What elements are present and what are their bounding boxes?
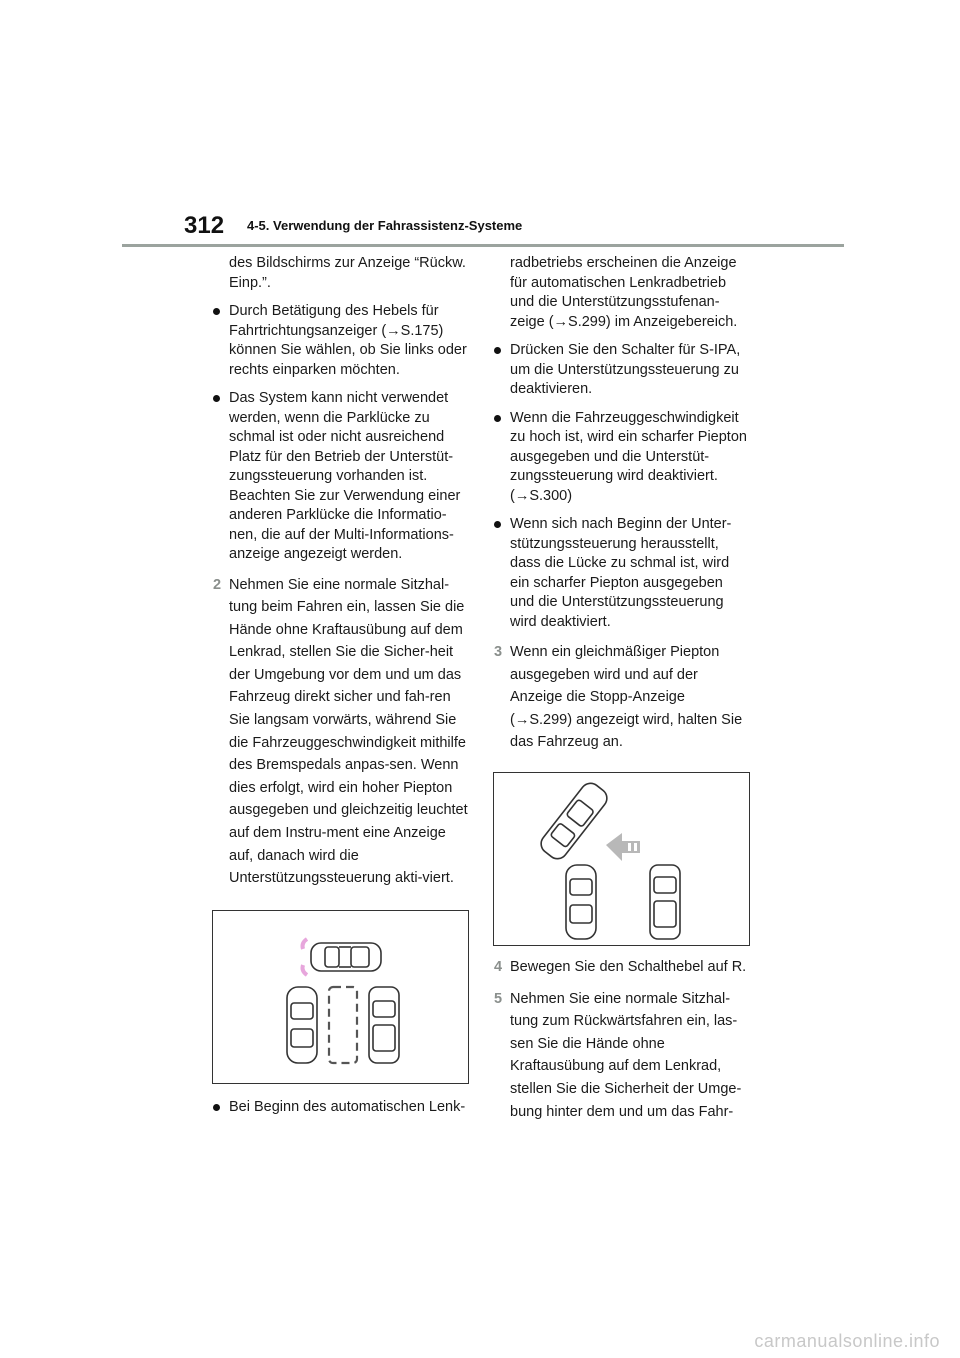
parked-car-icon — [369, 987, 399, 1063]
left-bullet-2-text: Das System kann nicht verwendet werden, wenn die Parklücke zu schmal ist oder nicht ausreichend Platz für den Betrieb der Unterstüt-zungssteuerung vorhanden ist. Beachten Sie zur Verwendung einer anderen Parklücke die Informatio-nen, die auf der Multi-Informations-anzeige angezeigt werden. — [229, 390, 461, 562]
right-bullet-1 — [510, 341, 750, 400]
step-4 — [494, 956, 750, 979]
left-intro-text: des Bildschirms zur Anzeige “Rückw. Einp.”. — [229, 255, 466, 291]
bullet-icon — [494, 521, 501, 528]
right-column — [494, 254, 750, 1132]
left-bullet-1-text: Durch Betätigung des Hebels für Fahrtrichtungsanzeiger (→S.175) können Sie wählen, ob Sie links oder rechts einparken möchten. — [229, 303, 467, 378]
motion-arrow-icon — [606, 833, 640, 861]
step-5-number: 5 — [494, 990, 503, 1007]
right-bullet-3 — [510, 515, 750, 632]
bullet-icon — [213, 308, 220, 315]
moving-car-icon — [311, 943, 381, 971]
bullet-icon — [494, 347, 501, 354]
parked-car-icon — [566, 865, 596, 939]
parked-car-icon — [287, 987, 317, 1063]
moving-car-icon — [537, 779, 611, 862]
step-4-text: Bewegen Sie den Schalthebel auf R. — [510, 958, 747, 975]
left-bullet-3 — [229, 1098, 469, 1118]
header-rule — [122, 244, 844, 247]
left-bullet-2 — [229, 389, 469, 565]
figure-stop-position — [493, 772, 750, 946]
step-4-number: 4 — [494, 958, 503, 975]
right-bullet-2 — [510, 409, 750, 507]
step-3 — [494, 641, 750, 754]
watermark: carmanualsonline.info — [754, 1331, 940, 1351]
step-3-number: 3 — [494, 644, 503, 660]
parked-car-icon — [650, 865, 680, 939]
section-title: 4-5. Verwendung der Fahrassistenz-Systeme — [247, 218, 523, 233]
step-5 — [494, 988, 750, 1124]
bullet-icon — [213, 395, 220, 402]
turn-signal-indicator-icon — [303, 939, 308, 949]
right-intro-text: radbetriebs erscheinen die Anzeige für automatischen Lenkradbetrieb und die Unterstützungsstufenan-zeige (→S.299) im Anzeigebereich. — [510, 255, 738, 330]
left-column — [213, 254, 469, 1126]
bullet-icon — [494, 415, 501, 422]
step-5-text: Nehmen Sie eine normale Sitzhal-tung zum Rückwärtsfahren ein, las-sen Sie die Hände ohne Kraftausübung auf dem Lenkrad, stellen Sie die Sicherheit der Umge-bung hinter dem und um das Fahr- — [510, 990, 742, 1120]
right-bullet-3-text: Wenn sich nach Beginn der Unter-stützungssteuerung herausstellt, dass die Lücke zu schmal ist, wird ein scharfer Piepton ausgegeben und die Unterstützungssteuerung wird deaktiviert. — [510, 516, 732, 630]
parking-space-outline — [329, 987, 357, 1063]
left-bullet-1 — [229, 302, 469, 380]
step-2-text: Nehmen Sie eine normale Sitzhal-tung beim Fahren ein, lassen Sie die Hände ohne Kraftausübung auf dem Lenkrad, stellen Sie die Sicher-heit der Umgebung vor dem und um das Fahrzeug direkt sicher und fah-ren Sie langsam vorwärts, während Sie die Fahrzeuggeschwindigkeit mithilfe des Bremspedals anpas-sen. Wenn dies erfolgt, wird ein hoher Piepton ausgegeben und gleichzeitig leuchtet auf dem Instru-ment eine Anzeige auf, danach wird die Unterstützungssteuerung akti-viert. — [229, 576, 468, 887]
parking-start-illustration — [213, 911, 468, 1083]
step-2-number: 2 — [213, 576, 222, 593]
step-3-text: Wenn ein gleichmäßiger Piepton ausgegeben wird und auf der Anzeige die Stopp-Anzeige (→S.299) angezeigt wird, halten Sie das Fahrzeug an. — [510, 644, 743, 751]
page-number: 312 — [184, 212, 225, 239]
right-bullet-2-text: Wenn die Fahrzeuggeschwindigkeit zu hoch ist, wird ein scharfer Piepton ausgegeben und die Unterstüt-zungssteuerung wird deaktiviert. (→S.300) — [510, 409, 747, 504]
left-bullet-3-text: Bei Beginn des automatischen Lenk- — [229, 1098, 466, 1115]
bullet-icon — [213, 1104, 220, 1111]
figure-forward-parking — [212, 910, 469, 1084]
turn-signal-indicator-icon — [303, 965, 308, 975]
stop-position-illustration — [494, 773, 749, 945]
step-2 — [213, 574, 469, 890]
right-bullet-1-text: Drücken Sie den Schalter für S-IPA, um die Unterstützungssteuerung zu deaktivieren. — [510, 342, 741, 397]
